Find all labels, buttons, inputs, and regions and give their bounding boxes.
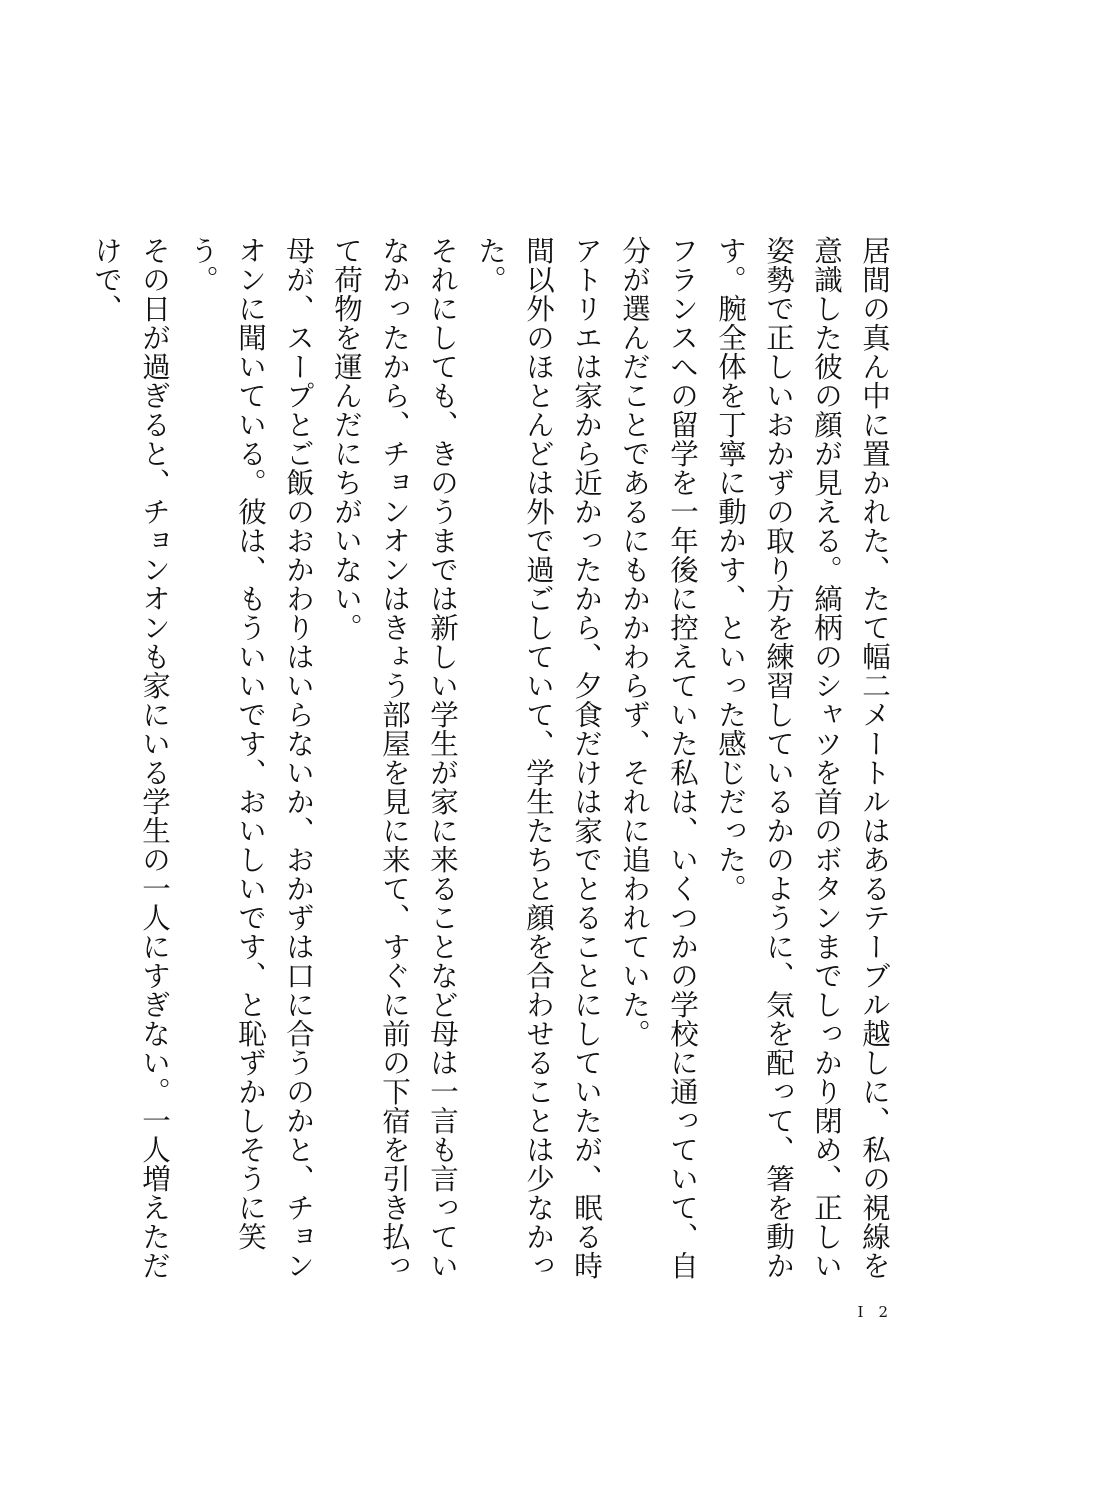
paragraph-1: 居間の真ん中に置かれた、たて幅二メートルはあるテーブル越しに、私の視線を意識した彼の顔が見える。縞柄のシャツを首のボタンまでしっかり閉め、正しい姿勢で正しいおかずの取り方を練習しているかのように、気を配って、箸を動かす。腕全体を丁寧に動かす、といった感じだった。 [714, 236, 891, 1280]
page-number: I 2 [857, 1303, 888, 1321]
paragraph-6: その日が過ぎると、チョンオンも家にいる学生の一人にすぎない。一人増えただけで、 [90, 236, 171, 1280]
paragraph-5: 母が、スープとご飯のおかわりはいらないか、おかずは口に合うのかと、チョンオンに聞いている。彼は、もういいです、おいしいです、と恥ずかしそうに笑う。 [186, 236, 315, 1280]
paragraph-4: それにしても、きのうまでは新しい学生が家に来ることなど母は一言も言っていなかったから、チョンオンはきょう部屋を見に来て、すぐに前の下宿を引き払って荷物を運んだにちがいない。 [330, 236, 459, 1280]
vertical-text-body [90, 236, 898, 1286]
paragraph-2: フランスへの留学を一年後に控えていた私は、いくつかの学校に通っていて、自分が選んだことであるにもかかわらず、それに追われていた。 [618, 236, 699, 1280]
paragraph-3: アトリエは家から近かったから、夕食だけは家でとることにしていたが、眠る時間以外のほとんどは外で過ごしていて、学生たちと顔を合わせることは少なかった。 [474, 236, 603, 1280]
